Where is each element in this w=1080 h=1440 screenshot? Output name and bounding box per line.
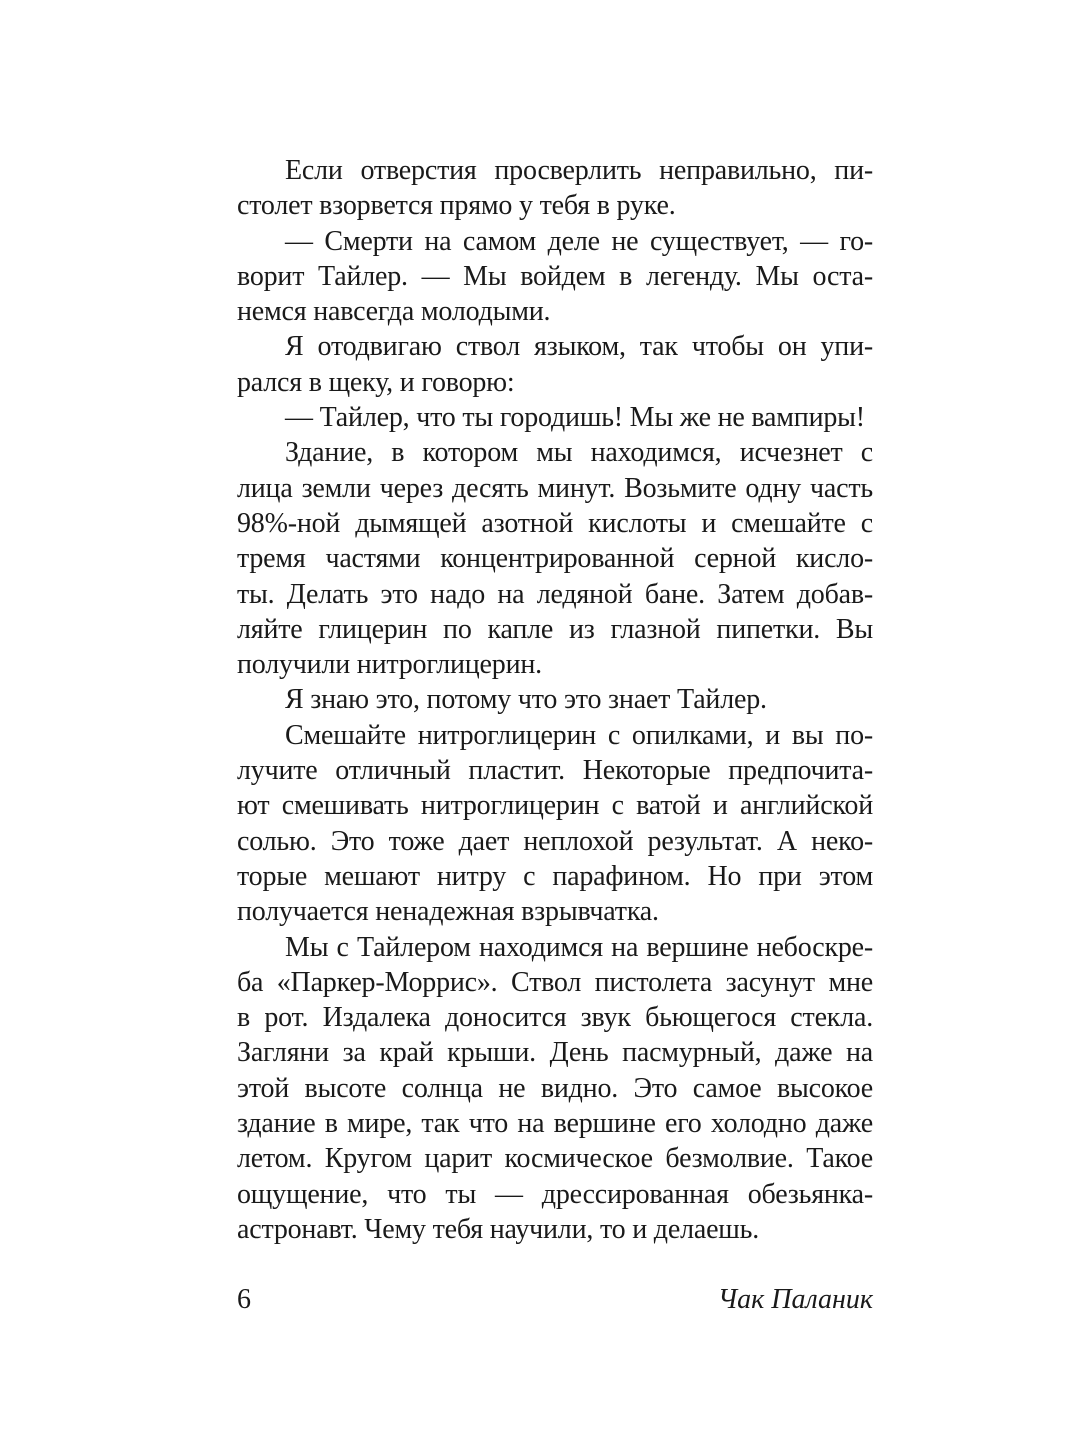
text-line: лучите отличный пластит. Некоторые предпочита- [237,755,873,787]
body-text [237,153,873,1247]
text-line: астронавт. Чему тебя научили, то и делаешь. [237,1213,760,1245]
text-line: ты. Делать это надо на ледяной бане. Затем добав- [237,578,873,610]
text-line: немся навсегда молодыми. [237,296,551,328]
text-line: Мы с Тайлером находимся на вершине небоскре- [285,931,873,963]
text-line: ют смешивать нитроглицерин с ватой и английской [237,790,873,822]
text-line: Смешайте нитроглицерин с опилками, и вы по- [285,719,873,751]
text-line: — Тайлер, что ты городишь! Мы же не вампиры! [285,402,865,434]
text-line: летом. Кругом царит космическое безмолвие. Такое [237,1143,873,1175]
page-footer [237,1284,873,1324]
page-number: 6 [237,1284,251,1315]
text-line: получили нитроглицерин. [237,649,542,681]
text-line: получается ненадежная взрывчатка. [237,896,659,928]
text-line: ворит Тайлер. — Мы войдем в легенду. Мы оста- [237,260,873,292]
text-line: столет взорвется прямо у тебя в руке. [237,190,676,222]
text-line: Я отодвигаю ствол языком, так чтобы он упи- [285,331,873,363]
text-line: Я знаю это, потому что это знает Тайлер. [285,684,767,716]
text-line: тремя частями концентрированной серной кисло- [237,543,873,575]
text-line: лица земли через десять минут. Возьмите одну часть [237,472,873,504]
text-line: торые мешают нитру с парафином. Но при этом [237,860,873,892]
running-author: Чак Паланик [717,1284,873,1315]
text-line: ба «Паркер-Моррис». Ствол пистолета засунут мне [237,966,873,998]
text-line: 98%-ной дымящей азотной кислоты и смешайте с [237,507,873,539]
text-line: — Смерти на самом деле не существует, — го- [285,225,873,257]
text-line: здание в мире, так что на вершине его холодно даже [237,1108,873,1140]
text-line: Загляни за край крыши. День пасмурный, даже на [237,1037,873,1069]
text-line: в рот. Издалека доносится звук бьющегося стекла. [237,1002,873,1034]
text-line: Здание, в котором мы находимся, исчезнет с [285,437,873,469]
text-line: солью. Это тоже дает неплохой результат. А неко- [237,825,873,857]
text-line: ляйте глицерин по капле из глазной пипетки. Вы [237,613,873,645]
text-line: ощущение, что ты — дрессированная обезьянка- [237,1178,873,1210]
text-line: рался в щеку, и говорю: [237,366,515,398]
text-line: Если отверстия просверлить неправильно, пи- [285,155,873,186]
text-line: этой высоте солнца не видно. Это самое высокое [237,1072,873,1104]
